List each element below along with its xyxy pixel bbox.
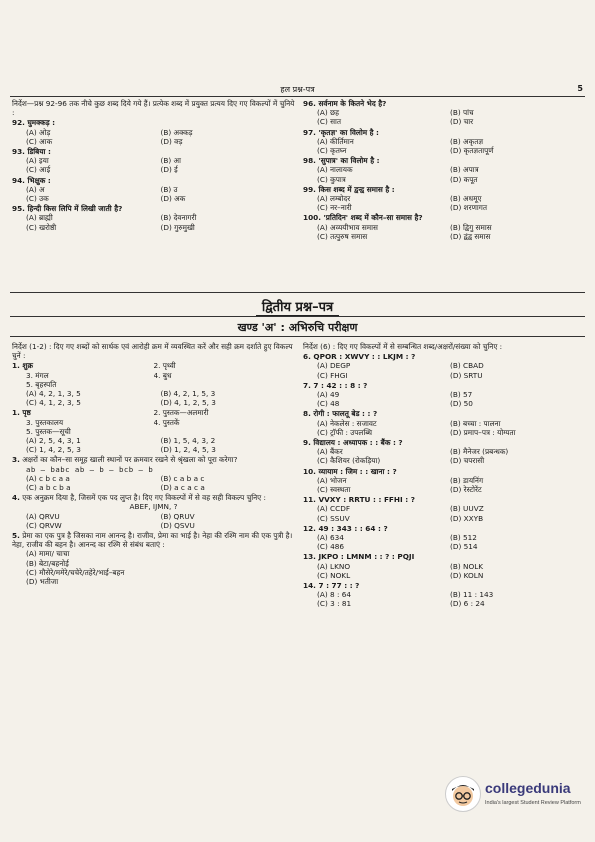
br-options xyxy=(303,504,583,522)
q2-word-4: 4. पुस्तकें xyxy=(153,417,180,427)
tl-option-a[interactable]: (A) इया xyxy=(26,156,49,166)
tr-question-text: 97. 'कृतज्ञ' का विलोम है : xyxy=(303,127,379,137)
tl-option-a[interactable]: (A) ब्राह्मी xyxy=(26,213,53,223)
tr-option-a[interactable]: (A) अव्ययीभाव समास xyxy=(317,222,378,232)
tl-question-3 xyxy=(12,176,295,204)
br-option-a[interactable]: (A) DEGP xyxy=(317,361,351,371)
tr-option-c[interactable]: (C) सात xyxy=(317,117,342,127)
tr-option-c[interactable]: (C) तत्पुरुष समास xyxy=(317,231,368,241)
br-option-d[interactable]: (D) 50 xyxy=(450,399,473,409)
q3-option-b[interactable]: (B) c a b a c xyxy=(160,473,205,483)
q2-word-2: 2. पुस्तक—अलमारी xyxy=(153,408,209,418)
tl-option-d[interactable]: (D) अक xyxy=(160,194,186,204)
br-question-5 xyxy=(303,467,583,495)
br-option-c[interactable]: (C) 486 xyxy=(317,542,345,552)
br-question-text: 9. विद्यालय : अध्यापक : : बैंक : ? xyxy=(303,438,403,448)
tl-option-d[interactable]: (D) गुरुमुखी xyxy=(160,222,195,232)
br-options xyxy=(303,476,583,494)
q5-text: प्रेमा का एक पुत्र है जिसका नाम आनन्द है। राजीव, प्रेमा का भाई है। नेहा की रश्मि नाम की एक पुत्री है। नेहा, राजीव की बहन है। आनन्द का रश्मि से संबंध बताएं : xyxy=(12,531,293,550)
q3-text: अक्षरों का कौन–सा समूह खाली स्थानों पर क्रमवार रखने से श्रृंखला को पूरा करेगा? xyxy=(22,455,238,465)
tl-question-text: 93. डिबिया : xyxy=(12,147,51,157)
tr-option-b[interactable]: (B) पांच xyxy=(450,108,474,118)
q1-word-1: 1. शुक्र xyxy=(12,361,33,371)
instruction-92-96: निर्देश—प्रश्न 92-96 तक नीचे कुछ शब्द दिये गये हैं। प्रत्येक शब्द में प्रयुक्त प्रत्यय दिए गए विकल्पों में चुनिये : xyxy=(12,99,295,118)
q4-option-b[interactable]: (B) QRUV xyxy=(160,511,195,521)
br-options xyxy=(303,562,583,580)
br-question-2 xyxy=(303,381,583,409)
br-option-c[interactable]: (C) कैशियर (रोकड़िया) xyxy=(317,456,381,466)
br-option-b[interactable]: (B) NOLK xyxy=(450,561,484,571)
tr-options xyxy=(303,165,583,183)
tr-option-b[interactable]: (B) अधमूए xyxy=(450,194,482,204)
tr-option-d[interactable]: (D) द्वंद्व समास xyxy=(450,231,491,241)
br-options xyxy=(303,447,583,465)
br-option-a[interactable]: (A) 49 xyxy=(317,390,340,400)
tl-option-b[interactable]: (B) देवनागरी xyxy=(160,213,197,223)
tr-option-d[interactable]: (D) चार xyxy=(450,117,474,127)
tr-options xyxy=(303,137,583,155)
br-option-a[interactable]: (A) बैंकर xyxy=(317,447,343,457)
tr-option-c[interactable]: (C) कुपात्र xyxy=(317,174,346,184)
br-question-text: 7. 7 : 42 : : 8 : ? xyxy=(303,380,368,390)
logo-brand: collegedunia xyxy=(485,780,571,796)
header-title: हल प्रश्न-पत्र xyxy=(280,85,315,94)
tl-option-b[interactable]: (B) आ xyxy=(160,156,181,166)
q1-word-3: 3. मंगल xyxy=(26,370,49,380)
q1-word-5: 5. बृहस्पति xyxy=(26,379,57,389)
question-2 xyxy=(12,408,295,454)
br-option-c[interactable]: (C) NOKL xyxy=(317,570,351,580)
br-options xyxy=(303,390,583,408)
br-option-d[interactable]: (D) रेस्टोरेंट xyxy=(450,485,482,495)
br-option-a[interactable]: (A) नेकलेस : सजावट xyxy=(317,418,377,428)
tr-question-5 xyxy=(303,213,583,241)
q5-option-d[interactable]: (D) भतीजा xyxy=(26,577,59,587)
br-question-text: 12. 49 : 343 : : 64 : ? xyxy=(303,523,388,533)
tr-option-a[interactable]: (A) नालायक xyxy=(317,165,353,175)
tr-option-b[interactable]: (B) अपात्र xyxy=(450,165,479,175)
br-option-d[interactable]: (D) 6 : 24 xyxy=(450,599,485,609)
br-options xyxy=(303,590,583,608)
br-option-b[interactable]: (B) मैनेजर (प्रबन्धक) xyxy=(450,447,509,457)
br-option-b[interactable]: (B) बच्चा : पालना xyxy=(450,418,501,428)
bottom-right-column xyxy=(303,342,583,610)
q3-number: 3. xyxy=(12,455,20,465)
br-option-d[interactable]: (D) SRTU xyxy=(450,370,483,380)
br-option-a[interactable]: (A) 634 xyxy=(317,533,344,543)
tr-option-c[interactable]: (C) कृतघ्न xyxy=(317,146,347,156)
q5-number: 5. xyxy=(12,531,20,541)
q4-option-c[interactable]: (C) QRVW xyxy=(26,520,62,530)
tl-question-text: 92. घुमक्कड़ : xyxy=(12,118,56,128)
section-divider xyxy=(10,292,585,293)
br-option-a[interactable]: (A) 8 : 64 xyxy=(317,590,352,600)
br-option-c[interactable]: (C) 48 xyxy=(317,399,340,409)
tl-option-c[interactable]: (C) खरोष्ठी xyxy=(26,222,57,232)
q4-option-a[interactable]: (A) QRVU xyxy=(26,511,60,521)
tr-options xyxy=(303,223,583,241)
tr-question-4 xyxy=(303,185,583,213)
q2-word-5: 5. पुस्तक—सूची xyxy=(26,426,71,436)
tr-option-d[interactable]: (D) शरणागत xyxy=(450,203,488,213)
tr-question-text: 100. 'प्रतिदिन' शब्द में कौन–सा समास है? xyxy=(303,213,423,223)
question-5 xyxy=(12,531,295,586)
br-option-d[interactable]: (D) 514 xyxy=(450,542,478,552)
br-option-c[interactable]: (C) स्वस्थता xyxy=(317,485,351,495)
q3-option-c[interactable]: (C) a b c b a xyxy=(26,483,71,493)
student-face-icon xyxy=(445,776,481,812)
q1-option-b[interactable]: (B) 4, 2, 1, 5, 3 xyxy=(160,389,216,399)
tr-option-d[interactable]: (D) कृतज्ञतापूर्ण xyxy=(450,146,494,156)
tl-question-text: 95. हिन्दी किस लिपि में लिखी जाती है? xyxy=(12,204,123,214)
br-option-b[interactable]: (B) 512 xyxy=(450,533,477,543)
q4-number: 4. xyxy=(12,493,20,503)
q1-option-d[interactable]: (D) 4, 1, 2, 5, 3 xyxy=(160,398,216,408)
tr-question-2 xyxy=(303,128,583,156)
tr-options xyxy=(303,194,583,212)
br-option-b[interactable]: (B) 11 : 143 xyxy=(450,590,494,600)
br-option-b[interactable]: (B) 57 xyxy=(450,390,473,400)
tl-option-a[interactable]: (A) अ xyxy=(26,184,45,194)
collegedunia-logo xyxy=(445,770,590,820)
q1-word-4: 4. बुध xyxy=(153,370,172,380)
tl-question-4 xyxy=(12,204,295,232)
q1-option-c[interactable]: (C) 4, 1, 2, 3, 5 xyxy=(26,398,81,408)
instruction-1-2: निर्देश (1-2) : दिए गए शब्दों को सार्थक एवं आरोही क्रम में व्यवस्थित करें और सही क्रम दर्शाते हुए विकल्प चुनें : xyxy=(12,342,293,361)
q3-series: ab – babc ab – b – bcb – b xyxy=(26,464,154,474)
q1-option-a[interactable]: (A) 4, 2, 1, 3, 5 xyxy=(26,389,81,399)
q2-option-c[interactable]: (C) 1, 4, 2, 5, 3 xyxy=(26,445,81,455)
br-question-text: 8. रोगी : फालतू बेड : : ? xyxy=(303,409,378,419)
q2-option-b[interactable]: (B) 1, 5, 4, 3, 2 xyxy=(160,436,216,446)
tr-options xyxy=(303,108,583,126)
br-option-d[interactable]: (D) चपरासी xyxy=(450,456,485,466)
q2-option-a[interactable]: (A) 2, 5, 4, 3, 1 xyxy=(26,436,81,446)
br-question-6 xyxy=(303,495,583,523)
br-question-7 xyxy=(303,524,583,552)
br-question-3 xyxy=(303,409,583,437)
tl-option-c[interactable]: (C) आक xyxy=(26,136,53,146)
tl-option-d[interactable]: (D) ई xyxy=(160,165,178,175)
tl-question-1 xyxy=(12,118,295,146)
br-option-c[interactable]: (C) ट्रॉफी : उपलब्धि xyxy=(317,427,373,437)
tr-question-3 xyxy=(303,156,583,184)
top-right-column xyxy=(303,99,583,242)
question-3 xyxy=(12,455,295,492)
tl-options xyxy=(12,128,295,146)
tr-option-a[interactable]: (A) कीर्तिमान xyxy=(317,136,354,146)
br-option-b[interactable]: (B) UUVZ xyxy=(450,504,484,514)
br-question-text: 11. VVXY : RRTU : : FFHI : ? xyxy=(303,495,415,505)
q5-option-c[interactable]: (C) मौसेरे/ममेरे/चचेरे/तहेरे/भाई–बहन xyxy=(26,567,125,577)
br-option-d[interactable]: (D) XXYB xyxy=(450,513,484,523)
br-option-d[interactable]: (D) KOLN xyxy=(450,570,484,580)
tr-option-b[interactable]: (B) द्विगु समास xyxy=(450,222,492,232)
br-option-a[interactable]: (A) भोजन xyxy=(317,475,347,485)
page-number: 5 xyxy=(577,84,583,93)
br-option-c[interactable]: (C) 3 : 81 xyxy=(317,599,352,609)
br-option-a[interactable]: (A) LKNO xyxy=(317,561,351,571)
br-options xyxy=(303,419,583,437)
q3-option-a[interactable]: (A) c b c a a xyxy=(26,473,70,483)
br-question-4 xyxy=(303,438,583,466)
q5-option-b[interactable]: (B) बेटा/बहनोई xyxy=(26,558,69,568)
tl-question-text: 94. भिक्षुक : xyxy=(12,175,51,185)
br-options xyxy=(303,361,583,379)
question-4 xyxy=(12,493,295,530)
tl-option-b[interactable]: (B) उ xyxy=(160,184,178,194)
top-left-column xyxy=(12,99,295,233)
br-question-text: 13. JKPO : LMNM : : ? : PQJI xyxy=(303,552,415,562)
br-question-text: 14. 7 : 77 : : ? xyxy=(303,581,360,591)
br-question-text: 6. QPOR : XWVY : : LKJM : ? xyxy=(303,352,416,362)
tr-question-text: 96. सर्वनाम के कितने भेद है? xyxy=(303,99,387,108)
br-option-b[interactable]: (B) डायनिंग xyxy=(450,475,484,485)
tl-option-c[interactable]: (C) आई xyxy=(26,165,51,175)
br-option-a[interactable]: (A) CCDF xyxy=(317,504,351,514)
br-options xyxy=(303,533,583,551)
q2-option-d[interactable]: (D) 1, 2, 4, 5, 3 xyxy=(160,445,216,455)
q4-option-d[interactable]: (D) QSVU xyxy=(160,520,195,530)
br-question-9 xyxy=(303,581,583,609)
tl-options xyxy=(12,213,295,231)
bottom-left-column xyxy=(12,342,295,587)
br-option-c[interactable]: (C) SSUV xyxy=(317,513,350,523)
q4-series: ABEF, IJMN, ? xyxy=(129,502,178,512)
q3-option-d[interactable]: (D) a c a c a xyxy=(160,483,205,493)
question-1 xyxy=(12,361,295,407)
br-question-1 xyxy=(303,352,583,380)
page-header xyxy=(10,84,585,97)
tr-option-b[interactable]: (B) अकृतज्ञ xyxy=(450,136,484,146)
instruction-6: निर्देश (6) : दिए गए विकल्पों में से सम्बन्धित शब्द/अक्षरों/संख्या को चुनिए : xyxy=(303,342,503,351)
q1-word-2: 2. पृथ्वी xyxy=(153,361,176,371)
tr-option-c[interactable]: (C) नर–नारी xyxy=(317,203,352,213)
tr-option-a[interactable]: (A) लम्बोदर xyxy=(317,194,351,204)
tr-option-a[interactable]: (A) छह xyxy=(317,108,339,118)
tl-option-b[interactable]: (B) अक्कड़ xyxy=(160,127,193,137)
br-question-text: 10. व्यायाम : जिम : : खाना : ? xyxy=(303,466,397,476)
br-option-c[interactable]: (C) FHGI xyxy=(317,370,348,380)
section-title: द्वितीय प्रश्न–पत्र xyxy=(0,297,595,315)
tl-option-d[interactable]: (D) क्ड़ xyxy=(160,136,183,146)
q5-option-a[interactable]: (A) मामा/ चाचा xyxy=(26,549,70,559)
tl-options xyxy=(12,185,295,203)
tl-options xyxy=(12,156,295,174)
tl-question-2 xyxy=(12,147,295,175)
tr-question-text: 99. किस शब्द में द्वन्द्व समास है : xyxy=(303,184,395,194)
q2-word-3: 3. पुस्तकालय xyxy=(26,417,64,427)
tr-option-d[interactable]: (D) कपूत xyxy=(450,174,478,184)
br-option-b[interactable]: (B) CBAD xyxy=(450,361,484,371)
br-question-8 xyxy=(303,552,583,580)
tr-question-text: 98. 'सुपात्र' का विलोम है : xyxy=(303,156,380,166)
br-option-d[interactable]: (D) प्रमाप–पत्र : योग्यता xyxy=(450,427,516,437)
tr-question-1 xyxy=(303,99,583,127)
part-divider xyxy=(10,316,585,317)
logo-tagline: India's largest Student Review Platform xyxy=(485,800,581,806)
tl-option-a[interactable]: (A) ओड़ xyxy=(26,127,51,137)
part-title: खण्ड 'अ' : अभिरुचि परीक्षण xyxy=(237,321,358,334)
q2-word-1: 1. पृष्ठ xyxy=(12,408,31,418)
part-divider-bottom xyxy=(10,336,585,337)
tl-option-c[interactable]: (C) उक xyxy=(26,194,49,204)
q4-text: एक अनुक्रम दिया है, जिसमें एक पद लुप्त है। दिए गए विकल्पों में से वह सही विकल्प चुनिए : xyxy=(22,493,266,503)
